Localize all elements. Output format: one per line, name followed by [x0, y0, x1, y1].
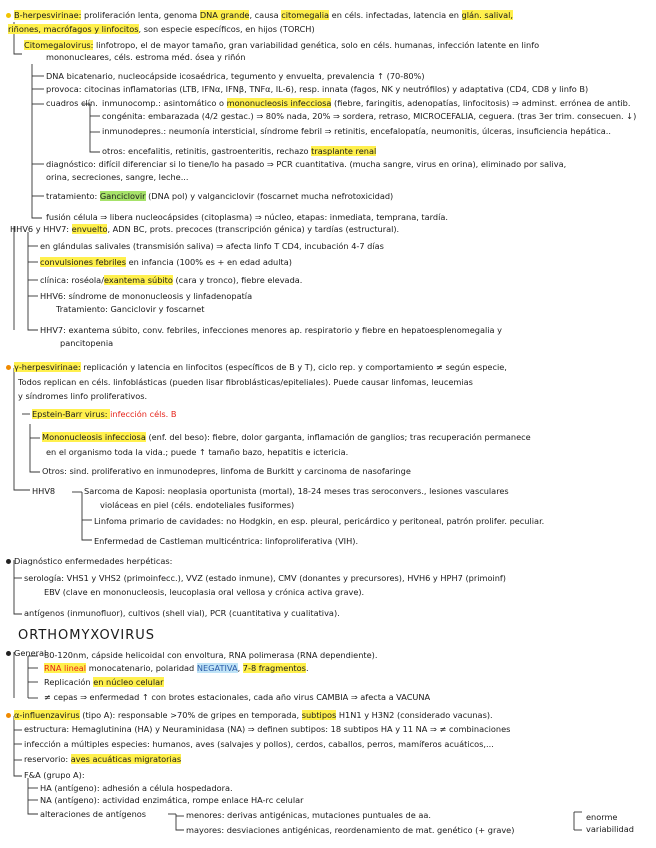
text: H1N1 y H3N2 (considerado vacunas).	[336, 710, 493, 720]
orth-general-4: ≠ cepas ⇒ enfermedad ↑ con brotes estacionales, cada año virus CAMBIA ⇒ afecta a VACUNA	[44, 692, 431, 702]
ebv-title	[32, 409, 177, 419]
hhv8-label: HHV8	[32, 486, 56, 496]
cmv-cuadros: cuadros clín.	[46, 98, 98, 108]
text: otros: encefalitis, retinitis, gastroenteritis, rechazo	[102, 146, 312, 156]
text-highlight: convulsiones febriles	[40, 257, 126, 267]
cmv-diagnostico-2: orina, secreciones, sangre, leche...	[46, 172, 189, 182]
hhv-glandulas: en glándulas salivales (transmisión saliva) ⇒ afecta linfo T CD4, incubación 4-7 días	[40, 241, 384, 251]
text: en infancia (100% es + en edad adulta)	[126, 257, 292, 267]
g-herpes-line-3: y síndromes linfo proliferativos.	[18, 391, 148, 401]
cmv-tratamiento	[46, 191, 393, 201]
alteraciones-menores: menores: derivas antigénicas, mutaciones puntuales de aa.	[186, 810, 431, 820]
text: clínica: roséola/	[40, 275, 104, 285]
text-highlight: DNA grande	[199, 10, 250, 20]
cmv-congenita: congénita: embarazada (4/2 gestac.) ⇒ 80% nada, 20% ⇒ sordera, retraso, MICROCEFALIA, ceguera. (tras 3er trim. consecuen. ↓)	[102, 111, 637, 121]
influenza-ha: HA (antígeno): adhesión a célula hospedadora.	[40, 783, 233, 793]
text: (fiebre, faringitis, adenopatías, linfocitosis) ⇒ adminst. errónea de antib.	[331, 98, 631, 108]
text: linfotropo, el de mayor tamaño, gran variabilidad genética, solo en céls. humanas, infección latente en linfo	[93, 40, 540, 50]
text-highlight: NEGATIVA	[196, 663, 238, 673]
influenza-estructura: estructura: Hemaglutinina (HA) y Neuraminidasa (NA) ⇒ definen subtipos: 18 subtipos HA y 11 NA ⇒ ≠ combinaciones	[24, 724, 511, 734]
text: infección céls. B	[110, 409, 177, 419]
text: General	[14, 648, 47, 658]
ebv-otros: Otros: sind. proliferativo en inmunodepres, linfoma de Burkitt y carcinoma de nasofaringe	[42, 466, 411, 476]
dx-serologia-2: EBV (clave en mononucleosis, leucoplasia oral vellosa y crónica activa grave).	[44, 587, 365, 597]
cmv-dna: DNA bicatenario, nucleocápside icosaédrica, tegumento y envuelta, prevalencia ↑ (70-80%)	[46, 71, 425, 81]
influenza-multiples-especies: infección a múltiples especies: humanos, aves (salvajes y pollos), cerdos, caballos, perros, mamíferos acuáticos,...	[24, 739, 494, 749]
b-herpes-line-1	[6, 10, 513, 20]
alteraciones-mayores: mayores: desviaciones antigénicas, reordenamiento de mat. genético (+ grave)	[186, 825, 515, 835]
hhv6-7-title	[10, 224, 399, 234]
text: HHV6 y HHV7:	[10, 224, 72, 234]
text-highlight: Mononucleosis infecciosa	[42, 432, 146, 442]
cmv-line-2: mononucleares, céls. estroma méd. ósea y riñón	[46, 52, 246, 62]
text-highlight: Epstein-Barr virus:	[32, 409, 111, 419]
text-highlight: envuelto	[71, 224, 108, 234]
dx-antigenos: antígenos (inmunofluor), cultivos (shell vial), PCR (cuantitativa y cualitativa).	[24, 608, 340, 618]
dx-title	[6, 556, 172, 566]
enorme-label: enorme	[586, 812, 618, 822]
text: (enf. del beso): fiebre, dolor garganta, inflamación de ganglios; tras recuperación permanece	[145, 432, 531, 442]
cmv-otros	[102, 146, 376, 156]
orth-general-3	[44, 677, 164, 687]
cmv-fusion: fusión célula ⇒ libera nucleocápsides (citoplasma) ⇒ núcleo, etapas: inmediata, temprana, tardía.	[46, 212, 448, 222]
text-highlight: trasplante renal	[311, 146, 377, 156]
text-highlight: riñones, macrófagos y linfocitos	[8, 24, 139, 34]
text-highlight: α-influenzavirus	[14, 710, 80, 720]
b-herpes-title: B-herpesvirinae:	[14, 10, 82, 20]
text: tratamiento:	[46, 191, 100, 201]
text: , causa	[249, 10, 282, 20]
text-highlight: en núcleo celular	[93, 677, 164, 687]
orthomyxovirus-heading: ORTHOMYXOVIRUS	[18, 628, 156, 643]
text: (cara y tronco), fiebre elevada.	[172, 275, 303, 285]
text-highlight: subtipos	[301, 710, 337, 720]
text-highlight: citomegalia	[281, 10, 330, 20]
text: en céls. infectadas, latencia en	[329, 10, 462, 20]
text: monocatenario, polaridad	[86, 663, 197, 673]
text: Diagnóstico enfermedades herpéticas:	[14, 556, 173, 566]
text: .	[305, 663, 309, 673]
variabilidad-label: variabilidad	[586, 824, 634, 834]
g-herpes-line-2: Todos replican en céls. linfoblásticas (pueden lisar fibroblásticas/epiteliales). Puede causar linfomas, leucemias	[18, 377, 473, 387]
g-herpes-title: γ-herpesvirinae:	[14, 362, 81, 372]
hhv7-line-2: pancitopenia	[60, 338, 114, 348]
text-highlight: mononucleosis infecciosa	[226, 98, 332, 108]
text-highlight: exantema súbito	[103, 275, 173, 285]
cmv-provoca: provoca: citocinas inflamatorias (LTB, IFNα, IFNβ, TNFα, IL-6), resp. innata (fagos, NK y neutrófilos) y adaptativa (CD4, CD8 y linfo B)	[46, 84, 589, 94]
text: ,	[237, 663, 243, 673]
influenza-reservorio	[24, 754, 181, 764]
text: proliferación lenta, genoma	[81, 10, 200, 20]
text: Replicación	[44, 677, 94, 687]
text: replicación y latencia en linfocitos (específicos de B y T), ciclo rep. y comportamiento ≠ según especie,	[80, 362, 507, 372]
influenza-a-line	[6, 710, 493, 720]
text: , ADN BC, prots. precoces (transcripción génica) y tardías (estructural).	[107, 224, 400, 234]
dx-serologia-1: serología: VHS1 y VHS2 (primoinfecc.), VVZ (estado inmune), CMV (donantes y precursores), HVH6 y HPH7 (primoinf)	[24, 573, 506, 583]
cmv-title: Citomegalovirus:	[24, 40, 94, 50]
cmv-diagnostico-1: diagnóstico: difícil diferenciar si lo tiene/lo ha pasado ⇒ PCR cuantitativa. (mucha sangre, virus en orina), eliminado por saliva,	[46, 159, 567, 169]
cmv-line-1	[24, 40, 539, 50]
influenza-na: NA (antígeno): actividad enzimática, rompe enlace HA-rc celular	[40, 795, 304, 805]
text: reservorio:	[24, 754, 71, 764]
hhv-convulsiones	[40, 257, 292, 267]
orth-general-1: 80-120nm, cápside helicoidal con envoltura, RNA polimerasa (RNA dependiente).	[44, 650, 378, 660]
influenza-fa-grupo-a: F&A (grupo A):	[24, 770, 85, 780]
cmv-inmunodepres: inmunodepres.: neumonía intersticial, síndrome febril ⇒ retinitis, encefalopatía, neumonitis, úlceras, insuficiencia hepática..	[102, 126, 611, 136]
text: , son especie específicos, en hijos (TORCH)	[138, 24, 315, 34]
hhv7-line-1: HHV7: exantema súbito, conv. febriles, infecciones menores ap. respiratorio y fiebre en hepatoesplenomegalia y	[40, 325, 502, 335]
text: (tipo A): responsable >70% de gripes en temporada,	[79, 710, 302, 720]
text-highlight: Ganciclovir	[99, 191, 146, 201]
influenza-alteraciones: alteraciones de antígenos	[40, 809, 147, 819]
hhv8-castleman: Enfermedad de Castleman multicéntrica: linfoproliferativa (VIH).	[94, 536, 359, 546]
orth-general-2	[44, 663, 309, 673]
hhv6-sindrome: HHV6: síndrome de mononucleosis y linfadenopatía	[40, 291, 253, 301]
text-highlight: RNA lineal	[44, 663, 87, 673]
text-highlight: 7-8 fragmentos	[242, 663, 306, 673]
ebv-mononucleosis-2: en el organismo toda la vida.; puede ↑ tamaño bazo, hepatitis e ictericia.	[46, 447, 349, 457]
cmv-inmunocomp	[102, 98, 630, 108]
text-highlight: glán. salival,	[461, 10, 514, 20]
hhv-clinica	[40, 275, 302, 285]
text: (DNA pol) y valganciclovir (foscarnet mucha nefrotoxicidad)	[145, 191, 394, 201]
text-highlight: aves acuáticas migratorias	[70, 754, 182, 764]
ebv-mononucleosis-1	[42, 432, 531, 442]
hhv8-kaposi-2: violáceas en piel (céls. endoteliales fusiformes)	[100, 500, 295, 510]
hhv6-tratamiento: Tratamiento: Ganciclovir y foscarnet	[56, 304, 205, 314]
g-herpes-line-1	[6, 362, 507, 372]
hhv8-kaposi-1: Sarcoma de Kaposi: neoplasia oportunista (mortal), 18-24 meses tras seroconvers., lesiones vasculares	[84, 486, 509, 496]
hhv8-linfoma: Linfoma primario de cavidades: no Hodgkin, en esp. pleural, pericárdico y peritoneal, patrón prolifer. peculiar.	[94, 516, 545, 526]
text: inmunocomp.: asintomático o	[102, 98, 227, 108]
orth-general-label	[6, 648, 46, 658]
b-herpes-line-2	[8, 24, 315, 34]
